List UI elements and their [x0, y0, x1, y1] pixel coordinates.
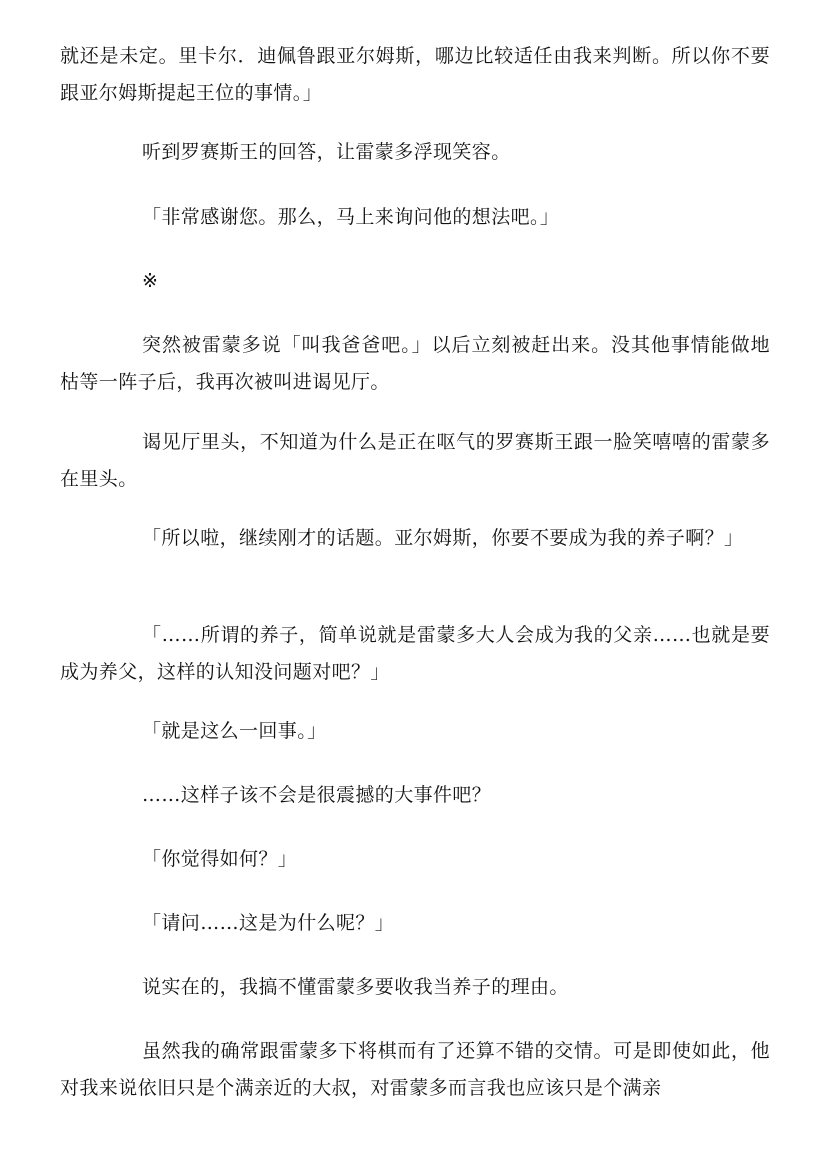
paragraph-14: 虽然我的确常跟雷蒙多下将棋而有了还算不错的交情。可是即使如此，他对我来说依旧只是个满亲近的大叔，对雷蒙多而言我也应该只是个满亲 — [60, 1040, 770, 1099]
paragraph-13: 说实在的，我搞不懂雷蒙多要收我当养子的理由。 — [142, 976, 569, 998]
paragraph-2: 听到罗赛斯王的回答，让雷蒙多浮现笑容。 — [142, 141, 511, 163]
paragraph-1: 就还是未定。里卡尔．迪佩鲁跟亚尔姆斯，哪边比较适任由我来判断。所以你不要跟亚尔姆斯提起王位的事情。」 — [60, 45, 770, 104]
paragraph-11: 「你觉得如何？」 — [142, 848, 298, 870]
paragraph-3: 「非常感谢您。那么，马上来询问他的想法吧。」 — [142, 206, 560, 228]
paragraph-10: ……这样子该不会是很震撼的大事件吧？ — [142, 784, 492, 806]
paragraph-6: 谒见厅里头，不知道为什么是正在呕气的罗赛斯王跟一脸笑嘻嘻的雷蒙多在里头。 — [60, 431, 770, 490]
paragraph-9: 「就是这么一回事。」 — [142, 720, 327, 742]
paragraph-8: 「……所谓的养子，简单说就是雷蒙多大人会成为我的父亲……也就是要成为养父，这样的认知没问题对吧？」 — [60, 624, 770, 683]
paragraph-5: 突然被雷蒙多说「叫我爸爸吧。」以后立刻被赶出来。没其他事情能做地枯等一阵子后，我再次被叫进谒见厅。 — [60, 334, 770, 393]
paragraph-7: 「所以啦，继续刚才的话题。亚尔姆斯，你要不要成为我的养子啊？」 — [142, 527, 744, 549]
paragraph-12: 「请问……这是为什么呢？」 — [142, 912, 395, 934]
paragraph-4: ※ — [142, 270, 159, 292]
